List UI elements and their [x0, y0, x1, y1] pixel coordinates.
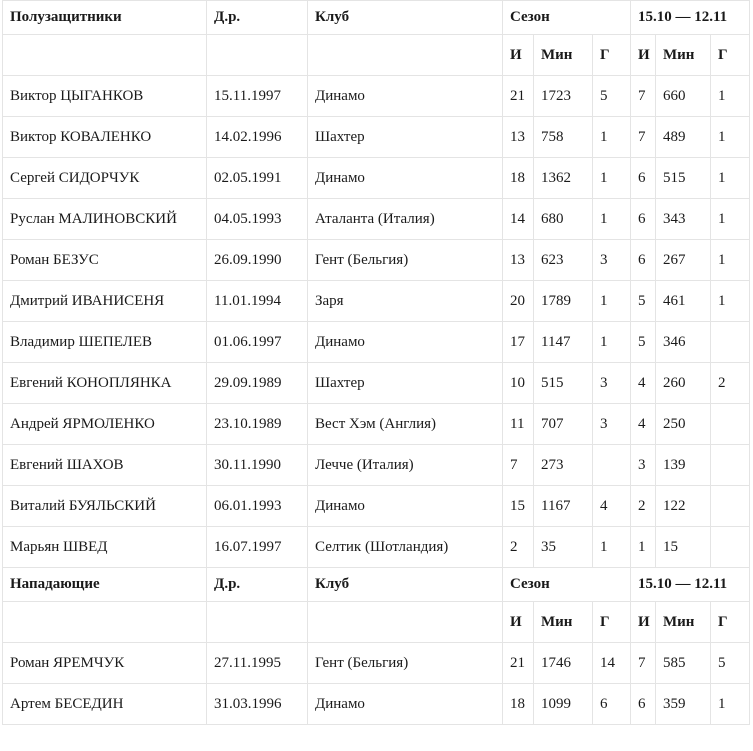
period-minutes: 461	[656, 281, 711, 322]
club-name: Заря	[308, 281, 503, 322]
table-row	[3, 281, 750, 322]
player-name: Виктор ЦЫГАНКОВ	[3, 76, 207, 117]
section-title: Полузащитники	[3, 1, 207, 35]
blank-cell	[207, 602, 308, 643]
birth-date: 16.07.1997	[207, 527, 308, 568]
season-goals: 1	[593, 322, 631, 363]
table-row	[3, 486, 750, 527]
season-minutes: 515	[534, 363, 593, 404]
sub-header-minutes: Мин	[534, 602, 593, 643]
birth-date: 29.09.1989	[207, 363, 308, 404]
section-title: Нападающие	[3, 568, 207, 602]
period-games: 6	[631, 240, 656, 281]
period-goals	[711, 322, 750, 363]
header-period: 15.10 — 12.11	[631, 1, 750, 35]
player-name: Виктор КОВАЛЕНКО	[3, 117, 207, 158]
period-goals: 1	[711, 199, 750, 240]
period-games: 1	[631, 527, 656, 568]
season-goals: 1	[593, 158, 631, 199]
period-minutes: 15	[656, 527, 711, 568]
section-header-row	[3, 1, 750, 35]
birth-date: 06.01.1993	[207, 486, 308, 527]
period-goals: 1	[711, 158, 750, 199]
club-name: Аталанта (Италия)	[308, 199, 503, 240]
season-games: 10	[503, 363, 534, 404]
club-name: Динамо	[308, 158, 503, 199]
season-minutes: 680	[534, 199, 593, 240]
sub-header-row	[3, 35, 750, 76]
period-minutes: 489	[656, 117, 711, 158]
season-games: 13	[503, 117, 534, 158]
season-goals: 3	[593, 240, 631, 281]
player-name: Евгений ШАХОВ	[3, 445, 207, 486]
header-birth-date: Д.р.	[207, 1, 308, 35]
birth-date: 01.06.1997	[207, 322, 308, 363]
period-games: 7	[631, 76, 656, 117]
period-goals: 1	[711, 76, 750, 117]
table-body	[3, 1, 750, 725]
table-row	[3, 684, 750, 725]
period-minutes: 359	[656, 684, 711, 725]
period-games: 3	[631, 445, 656, 486]
period-games: 2	[631, 486, 656, 527]
season-minutes: 1147	[534, 322, 593, 363]
period-goals	[711, 486, 750, 527]
sub-header-row	[3, 602, 750, 643]
club-name: Динамо	[308, 76, 503, 117]
birth-date: 15.11.1997	[207, 76, 308, 117]
season-games: 15	[503, 486, 534, 527]
table-row	[3, 117, 750, 158]
birth-date: 30.11.1990	[207, 445, 308, 486]
season-minutes: 1723	[534, 76, 593, 117]
period-goals: 1	[711, 240, 750, 281]
period-games: 4	[631, 363, 656, 404]
period-minutes: 515	[656, 158, 711, 199]
period-games: 7	[631, 117, 656, 158]
season-goals: 14	[593, 643, 631, 684]
header-birth-date: Д.р.	[207, 568, 308, 602]
club-name: Гент (Бельгия)	[308, 240, 503, 281]
period-minutes: 346	[656, 322, 711, 363]
season-minutes: 1362	[534, 158, 593, 199]
season-goals: 5	[593, 76, 631, 117]
period-games: 6	[631, 199, 656, 240]
club-name: Лечче (Италия)	[308, 445, 503, 486]
blank-cell	[3, 602, 207, 643]
period-games: 4	[631, 404, 656, 445]
player-name: Руслан МАЛИНОВСКИЙ	[3, 199, 207, 240]
birth-date: 23.10.1989	[207, 404, 308, 445]
season-minutes: 1746	[534, 643, 593, 684]
period-games: 5	[631, 322, 656, 363]
blank-cell	[308, 35, 503, 76]
club-name: Шахтер	[308, 363, 503, 404]
season-games: 21	[503, 76, 534, 117]
birth-date: 27.11.1995	[207, 643, 308, 684]
season-minutes: 1167	[534, 486, 593, 527]
season-goals: 6	[593, 684, 631, 725]
sub-header-goals: Г	[711, 35, 750, 76]
club-name: Динамо	[308, 684, 503, 725]
period-minutes: 122	[656, 486, 711, 527]
period-minutes: 250	[656, 404, 711, 445]
season-games: 11	[503, 404, 534, 445]
season-games: 17	[503, 322, 534, 363]
season-minutes: 623	[534, 240, 593, 281]
blank-cell	[3, 35, 207, 76]
player-name: Сергей СИДОРЧУК	[3, 158, 207, 199]
period-goals: 1	[711, 281, 750, 322]
header-season: Сезон	[503, 568, 631, 602]
player-name: Евгений КОНОПЛЯНКА	[3, 363, 207, 404]
sub-header-minutes: Мин	[656, 602, 711, 643]
table-row	[3, 363, 750, 404]
birth-date: 26.09.1990	[207, 240, 308, 281]
season-minutes: 1789	[534, 281, 593, 322]
period-games: 6	[631, 684, 656, 725]
season-minutes: 1099	[534, 684, 593, 725]
season-goals: 1	[593, 199, 631, 240]
player-name: Дмитрий ИВАНИСЕНЯ	[3, 281, 207, 322]
sub-header-games: И	[503, 35, 534, 76]
birth-date: 31.03.1996	[207, 684, 308, 725]
player-name: Владимир ШЕПЕЛЕВ	[3, 322, 207, 363]
player-name: Артем БЕСЕДИН	[3, 684, 207, 725]
period-goals: 2	[711, 363, 750, 404]
season-games: 18	[503, 158, 534, 199]
blank-cell	[207, 35, 308, 76]
table-row	[3, 445, 750, 486]
period-goals	[711, 404, 750, 445]
sub-header-goals: Г	[593, 35, 631, 76]
period-goals: 1	[711, 684, 750, 725]
season-minutes: 273	[534, 445, 593, 486]
period-games: 5	[631, 281, 656, 322]
sub-header-games: И	[631, 35, 656, 76]
player-name: Роман ЯРЕМЧУК	[3, 643, 207, 684]
section-header-row	[3, 568, 750, 602]
season-games: 13	[503, 240, 534, 281]
club-name: Динамо	[308, 322, 503, 363]
season-games: 20	[503, 281, 534, 322]
club-name: Шахтер	[308, 117, 503, 158]
birth-date: 14.02.1996	[207, 117, 308, 158]
table-row	[3, 240, 750, 281]
table-row	[3, 322, 750, 363]
header-club: Клуб	[308, 568, 503, 602]
season-games: 2	[503, 527, 534, 568]
sub-header-minutes: Мин	[656, 35, 711, 76]
birth-date: 11.01.1994	[207, 281, 308, 322]
table-row	[3, 404, 750, 445]
sub-header-goals: Г	[711, 602, 750, 643]
header-season: Сезон	[503, 1, 631, 35]
birth-date: 04.05.1993	[207, 199, 308, 240]
period-minutes: 585	[656, 643, 711, 684]
sub-header-games: И	[503, 602, 534, 643]
period-minutes: 660	[656, 76, 711, 117]
table-row	[3, 527, 750, 568]
season-minutes: 707	[534, 404, 593, 445]
season-goals: 1	[593, 527, 631, 568]
season-games: 21	[503, 643, 534, 684]
season-goals	[593, 445, 631, 486]
sub-header-minutes: Мин	[534, 35, 593, 76]
period-minutes: 260	[656, 363, 711, 404]
season-minutes: 35	[534, 527, 593, 568]
table-row	[3, 76, 750, 117]
season-games: 18	[503, 684, 534, 725]
club-name: Селтик (Шотландия)	[308, 527, 503, 568]
player-name: Марьян ШВЕД	[3, 527, 207, 568]
season-goals: 1	[593, 281, 631, 322]
player-stats-table	[2, 0, 750, 725]
season-minutes: 758	[534, 117, 593, 158]
period-goals	[711, 527, 750, 568]
period-minutes: 343	[656, 199, 711, 240]
club-name: Динамо	[308, 486, 503, 527]
sub-header-goals: Г	[593, 602, 631, 643]
table-row	[3, 158, 750, 199]
birth-date: 02.05.1991	[207, 158, 308, 199]
header-club: Клуб	[308, 1, 503, 35]
table-row	[3, 199, 750, 240]
season-goals: 3	[593, 363, 631, 404]
period-minutes: 267	[656, 240, 711, 281]
period-minutes: 139	[656, 445, 711, 486]
table-row	[3, 643, 750, 684]
season-games: 14	[503, 199, 534, 240]
period-goals: 1	[711, 117, 750, 158]
sub-header-games: И	[631, 602, 656, 643]
period-games: 7	[631, 643, 656, 684]
season-goals: 4	[593, 486, 631, 527]
player-name: Андрей ЯРМОЛЕНКО	[3, 404, 207, 445]
header-period: 15.10 — 12.11	[631, 568, 750, 602]
period-games: 6	[631, 158, 656, 199]
season-games: 7	[503, 445, 534, 486]
blank-cell	[308, 602, 503, 643]
season-goals: 3	[593, 404, 631, 445]
player-name: Роман БЕЗУС	[3, 240, 207, 281]
club-name: Гент (Бельгия)	[308, 643, 503, 684]
season-goals: 1	[593, 117, 631, 158]
club-name: Вест Хэм (Англия)	[308, 404, 503, 445]
period-goals: 5	[711, 643, 750, 684]
period-goals	[711, 445, 750, 486]
player-name: Виталий БУЯЛЬСКИЙ	[3, 486, 207, 527]
